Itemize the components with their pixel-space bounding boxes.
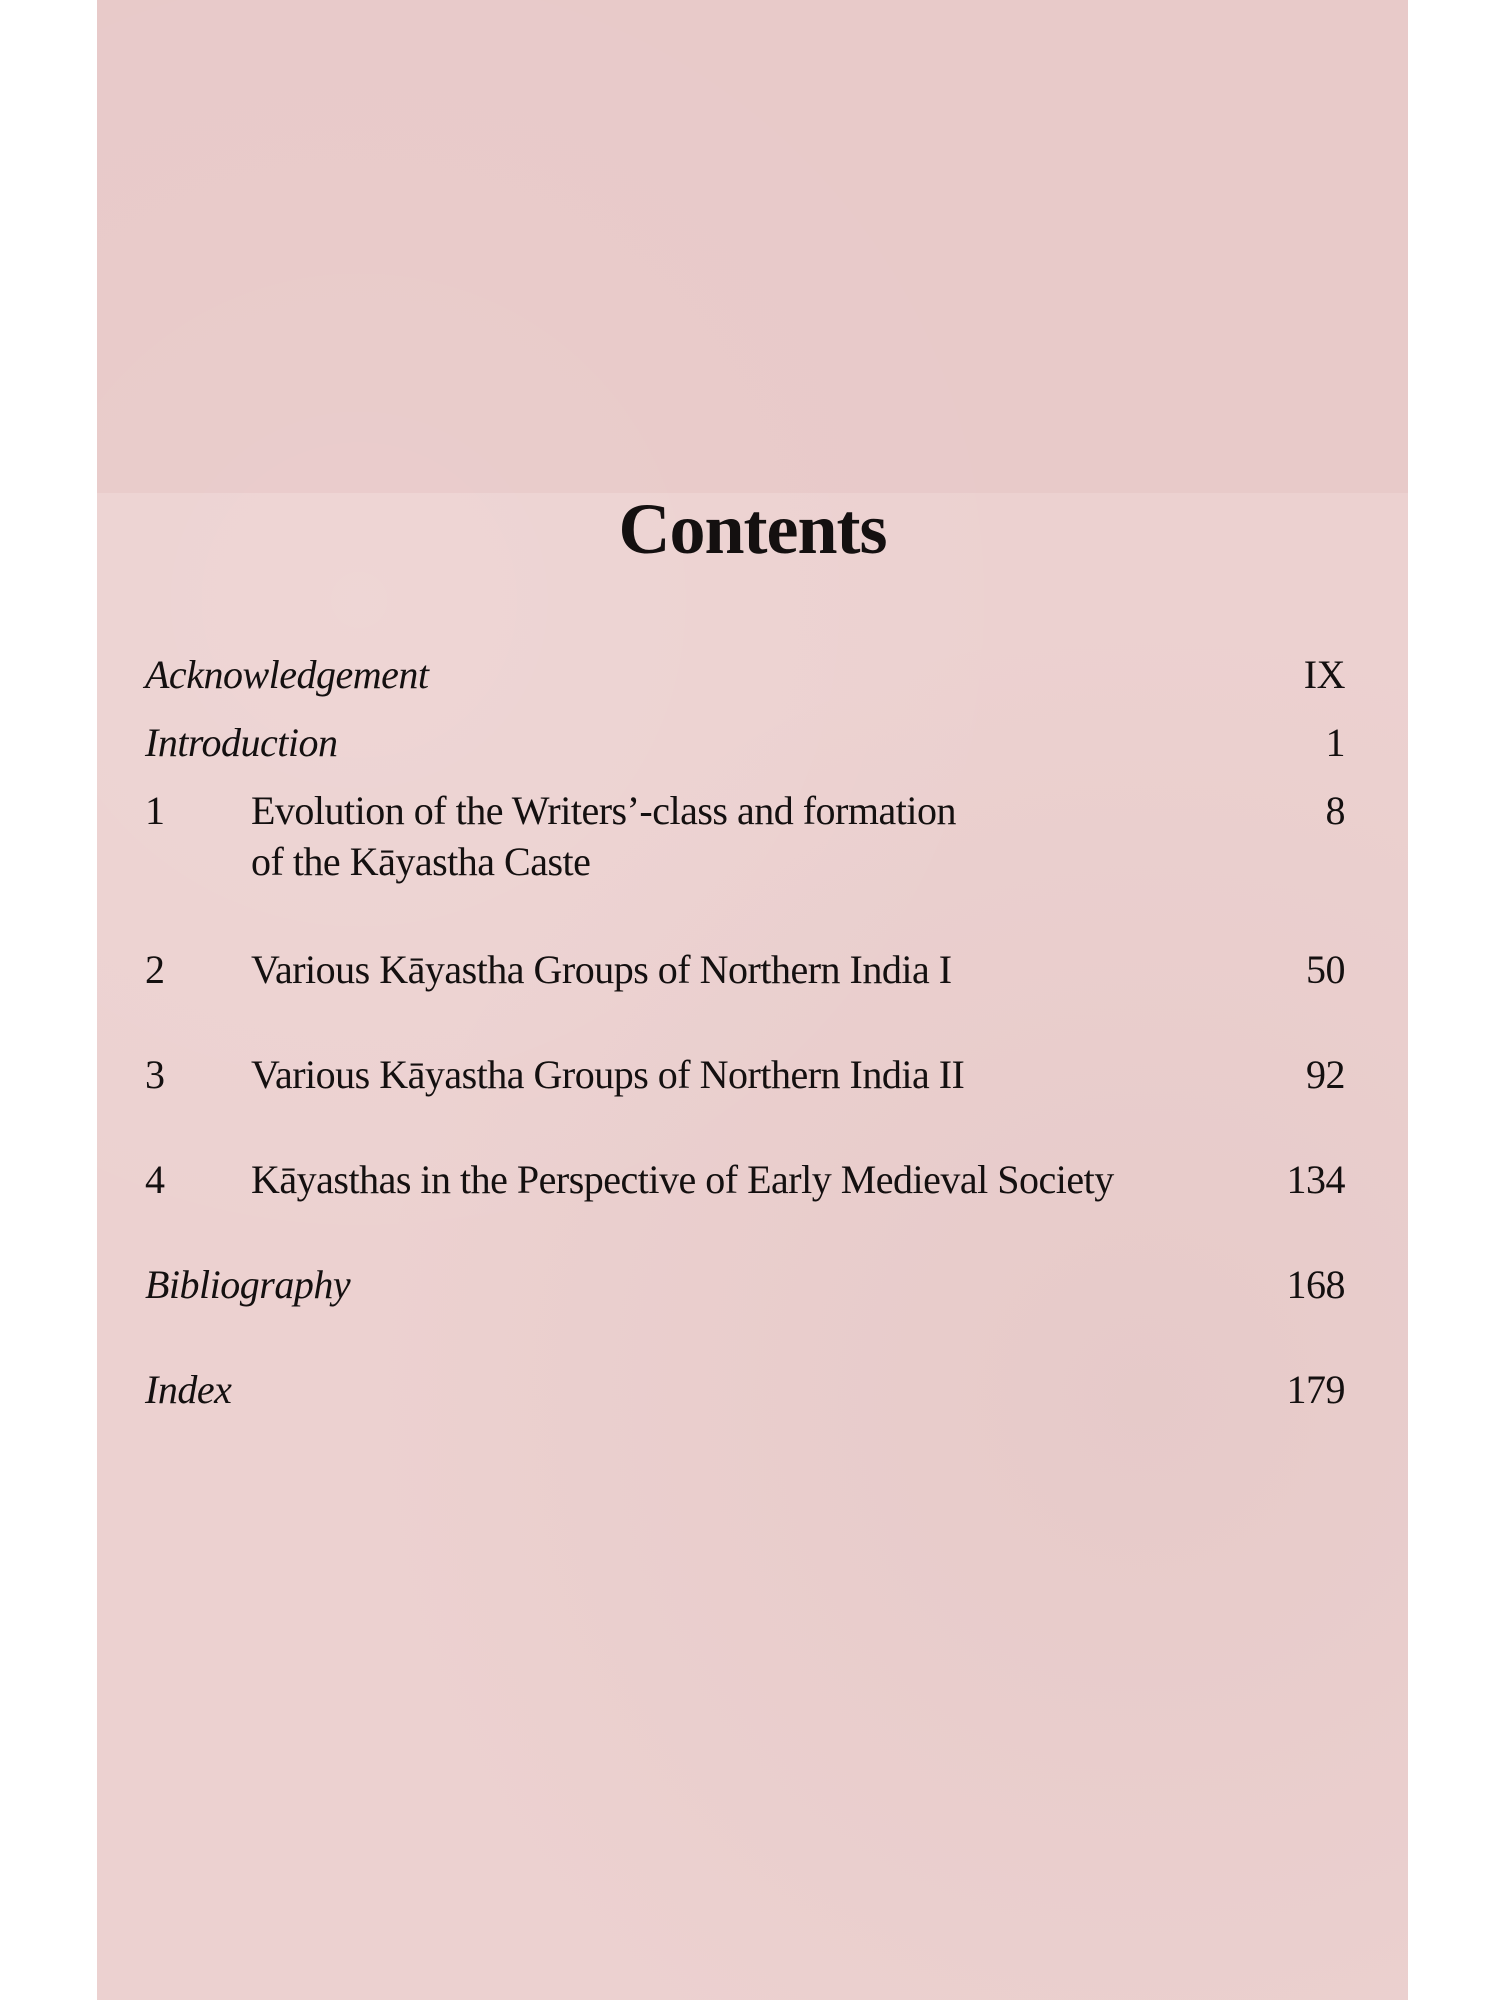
toc-entry-label: Acknowledgement bbox=[145, 652, 429, 697]
toc-entry-label: Introduction bbox=[145, 720, 338, 765]
toc-page-number: IX bbox=[1303, 652, 1345, 697]
chapter-number: 3 bbox=[145, 1052, 165, 1097]
chapter-title-line-2: of the Kāyastha Caste bbox=[251, 839, 591, 884]
toc-entry-label: Index bbox=[145, 1367, 232, 1412]
toc-page-number: 8 bbox=[1325, 788, 1345, 833]
chapter-title: Various Kāyastha Groups of Northern India I bbox=[251, 947, 952, 992]
book-page bbox=[97, 0, 1408, 2000]
chapter-title: Kāyasthas in the Perspective of Early Medieval Society bbox=[251, 1157, 1114, 1202]
toc-entry-label: Bibliography bbox=[145, 1262, 351, 1307]
chapter-number: 2 bbox=[145, 947, 165, 992]
toc-page-number: 179 bbox=[1286, 1367, 1345, 1412]
toc-page-number: 134 bbox=[1286, 1157, 1345, 1202]
toc-page-number: 92 bbox=[1306, 1052, 1345, 1097]
chapter-title: Various Kāyastha Groups of Northern India II bbox=[251, 1052, 965, 1097]
table-of-contents bbox=[145, 0, 1345, 2000]
chapter-number: 4 bbox=[145, 1157, 165, 1202]
chapter-number: 1 bbox=[145, 788, 165, 833]
toc-page-number: 1 bbox=[1325, 720, 1345, 765]
toc-page-number: 50 bbox=[1306, 947, 1345, 992]
page-title: Contents bbox=[618, 489, 887, 569]
chapter-title-line-1: Evolution of the Writers’-class and formation bbox=[251, 788, 956, 833]
toc-page-number: 168 bbox=[1286, 1262, 1345, 1307]
toc-entry-chapter-1 bbox=[145, 786, 1345, 888]
